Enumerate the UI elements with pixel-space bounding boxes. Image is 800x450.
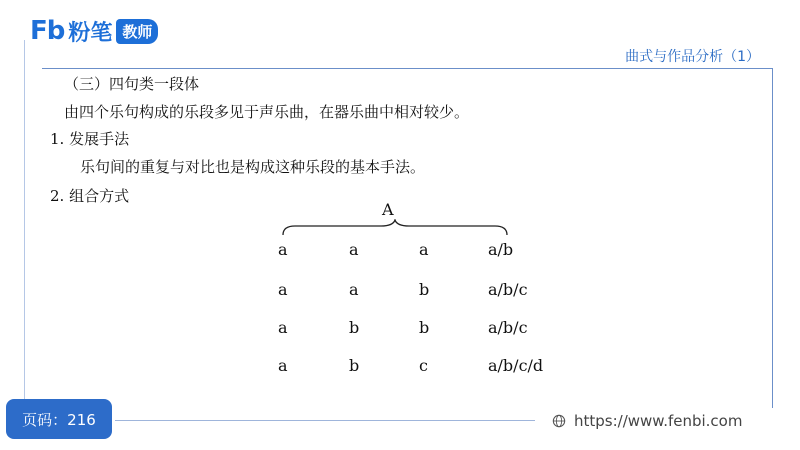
intro-text: 由四个乐句构成的乐段多见于声乐曲，在器乐曲中相对较少。	[64, 103, 470, 121]
logo-fb-mark: Fb	[30, 16, 65, 46]
item1-text: 乐句间的重复与对比也是构成这种乐段的基本手法。	[80, 158, 426, 176]
item2-title: 2. 组合方式	[50, 187, 130, 205]
fenbi-logo	[30, 14, 158, 48]
footer-url	[552, 412, 742, 430]
grid-cell: b	[419, 280, 430, 299]
logo-brand-text: 粉笔	[68, 20, 113, 46]
section-title: （三）四句类一段体	[64, 75, 200, 93]
brace-label: A	[382, 200, 394, 219]
footer-line	[115, 420, 535, 421]
grid-cell: a	[349, 240, 359, 259]
grid-cell: b	[349, 318, 360, 337]
grid-cell: a/b/c	[488, 280, 528, 299]
frame-left-line	[24, 40, 25, 400]
url-text: https://www.fenbi.com	[574, 412, 743, 430]
frame-top-line	[42, 68, 772, 69]
grid-cell: c	[419, 356, 428, 375]
curly-brace	[281, 219, 509, 237]
grid-cell: a/b/c	[488, 318, 528, 337]
grid-cell: a	[349, 280, 359, 299]
page-number-badge	[6, 399, 112, 439]
page-number-text: 页码：216	[22, 410, 96, 429]
frame-right-line	[772, 68, 773, 408]
grid-cell: a	[278, 280, 288, 299]
grid-cell: a	[419, 240, 429, 259]
course-title: 曲式与作品分析（1）	[625, 49, 760, 65]
grid-cell: a/b/c/d	[488, 356, 544, 375]
grid-cell: a	[278, 356, 288, 375]
grid-cell: a	[278, 318, 288, 337]
item1-title: 1. 发展手法	[50, 130, 130, 148]
logo-teacher-tag: 教师	[116, 19, 158, 44]
globe-icon	[552, 414, 566, 428]
grid-cell: b	[419, 318, 430, 337]
grid-cell: a/b	[488, 240, 514, 259]
grid-cell: b	[349, 356, 360, 375]
grid-cell: a	[278, 240, 288, 259]
